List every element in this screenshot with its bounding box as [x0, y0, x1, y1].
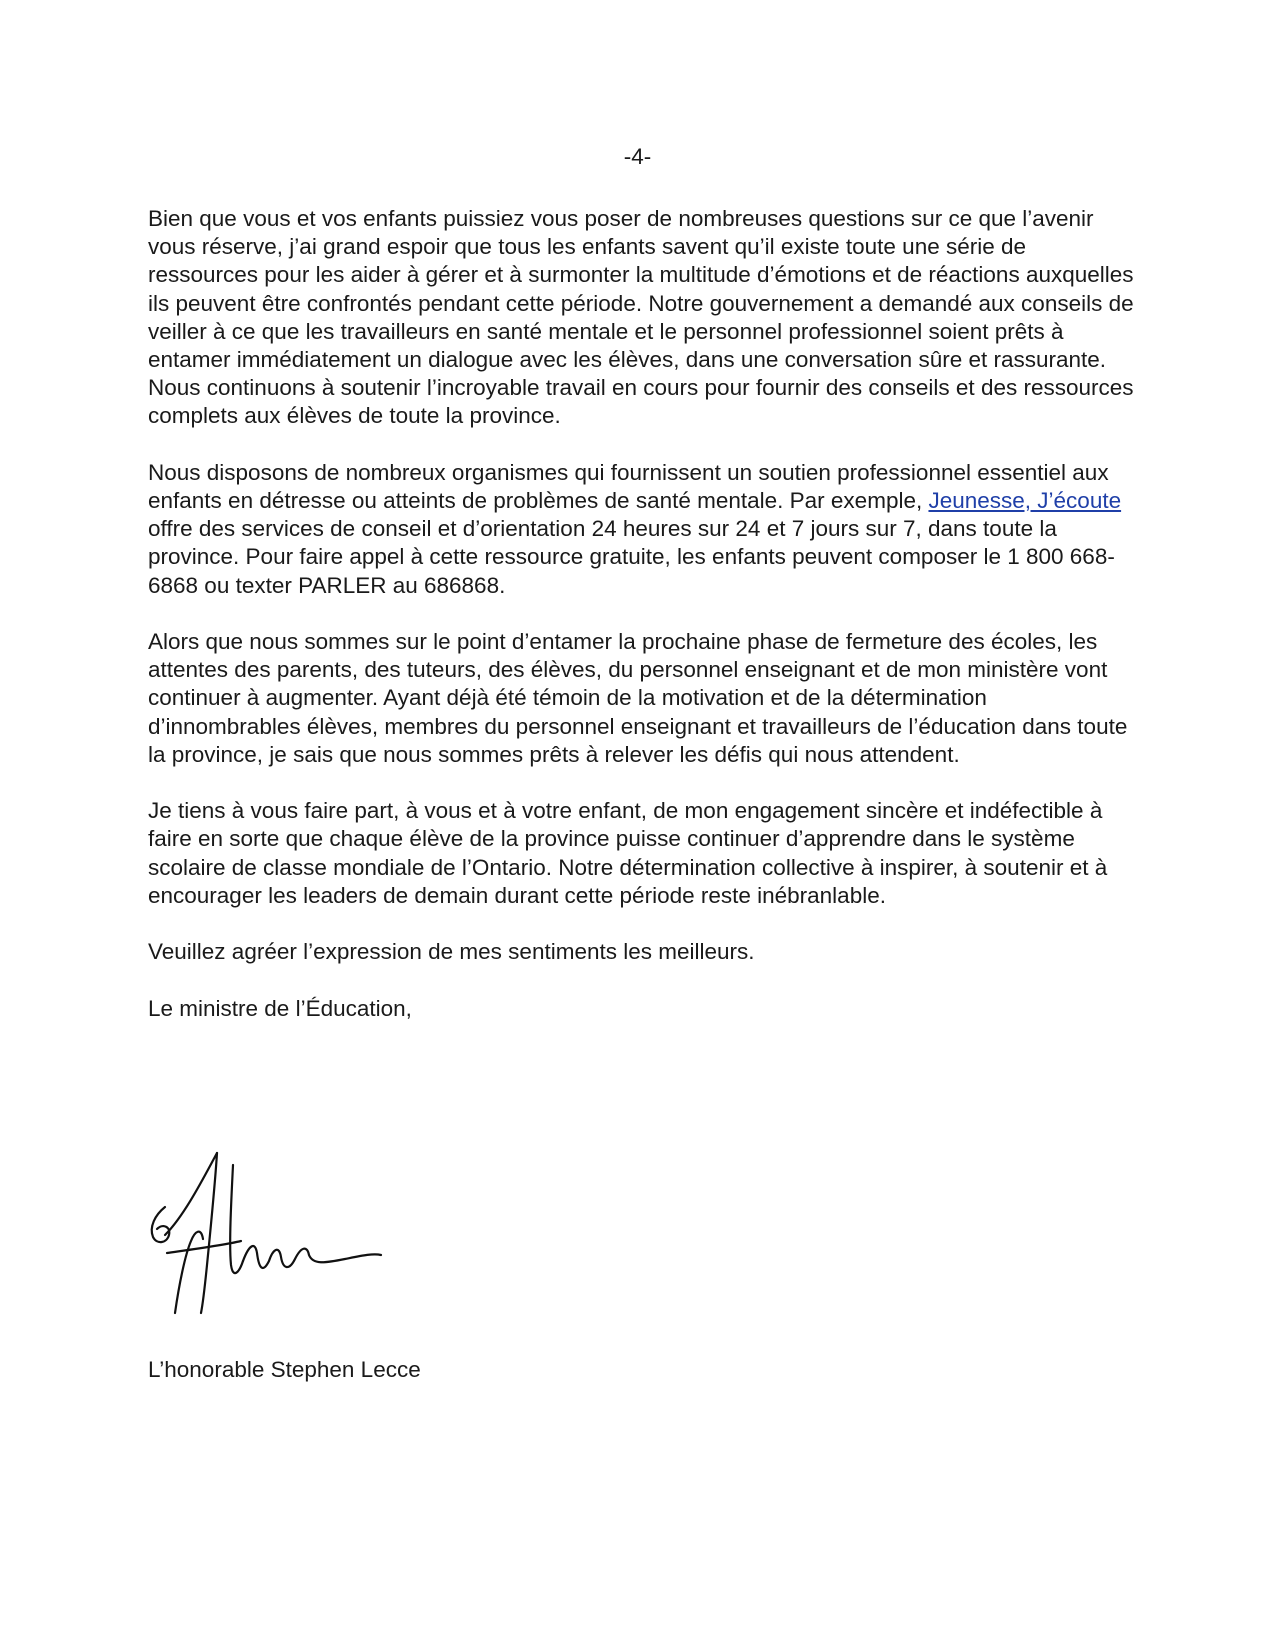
paragraph-next-phase: Alors que nous sommes sur le point d’entamer la prochaine phase de fermeture des écoles, les attentes des parents, des tuteurs, des élèves, du personnel enseignant et de mon ministère vont continuer à augmenter. Ayant déjà été témoin de la motivation et de la détermination d’innombrables élèves, membres du personnel enseignant et travailleurs de l’éducation dans toute la province, je sais que nous sommes prêts à relever les défis qui nous attendent. — [148, 629, 1128, 767]
kids-help-phone-link[interactable]: Jeunesse, J’écoute — [928, 488, 1122, 514]
paragraph-2-text-before-link: Nous disposons de nombreux organismes qui fournissent un soutien professionnel essentiel aux enfants en détresse ou atteints de problèmes de santé mentale. Par exemple, — [148, 459, 1109, 514]
letter-body — [148, 205, 1138, 1051]
page-number: -4- — [623, 144, 652, 169]
paragraph-mental-health-resources: Bien que vous et vos enfants puissiez vous poser de nombreuses questions sur ce que l’avenir vous réserve, j’ai grand espoir que tous les enfants savent qu’il existe toute une série de ressources pour les aider à gérer et à surmonter la multitude d’émotions et de réactions auxquelles ils peuvent être confrontés pendant cette période. Notre gouvernement a demandé aux conseils de veiller à ce que les travailleurs en santé mentale et le personnel professionnel soient prêts à entamer immédiatement un dialogue avec les élèves, dans une conversation sûre et rassurante. Nous continuons à soutenir l’incroyable travail en cours pour fournir des conseils et des ressources complets aux élèves de toute la province. — [148, 206, 1134, 429]
paragraph-support-organizations — [148, 459, 1138, 600]
minister-title: Le ministre de l’Éducation, — [148, 995, 412, 1021]
handwritten-signature — [145, 1145, 395, 1335]
signer-name: L’honorable Stephen Lecce — [148, 1357, 421, 1382]
closing-salutation: Veuillez agréer l’expression de mes sentiments les meilleurs. — [148, 939, 755, 965]
paragraph-2-text-after-link: offre des services de conseil et d’orientation 24 heures sur 24 et 7 jours sur 7, dans toute la province. Pour faire appel à cette ressource gratuite, les enfants peuvent composer le 1 800 668-6868 ou texter PARLER au 686868. — [148, 516, 1115, 598]
paragraph-commitment: Je tiens à vous faire part, à vous et à votre enfant, de mon engagement sincère et indéfectible à faire en sorte que chaque élève de la province puisse continuer d’apprendre dans le système scolaire de classe mondiale de l’Ontario. Notre détermination collective à inspirer, à soutenir et à encourager les leaders de demain durant cette période reste inébranlable. — [148, 798, 1108, 908]
